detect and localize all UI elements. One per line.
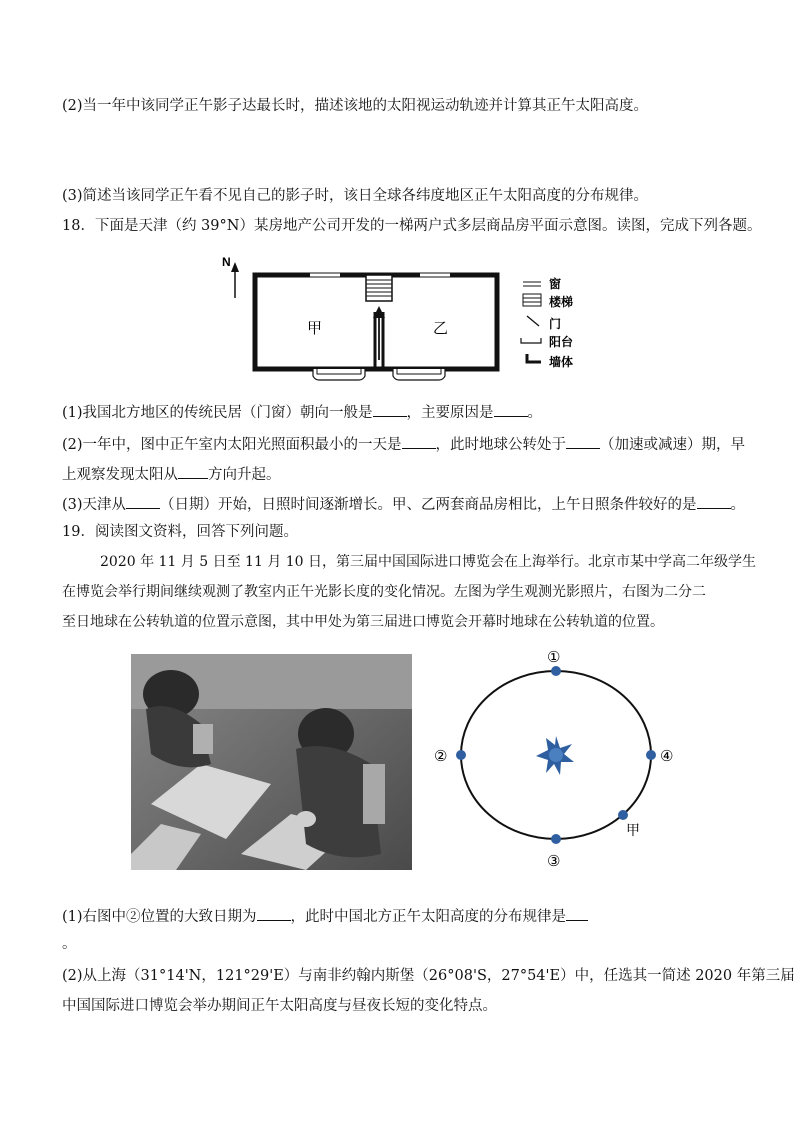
q19-para-line2: 在博览会举行期间继续观测了教室内正午光影长度的变化情况。左图为学生观测光影照片，右图为二分二 (62, 584, 706, 600)
wall-legend-icon (527, 354, 541, 362)
answer-blank[interactable] (402, 434, 436, 449)
answer-blank[interactable] (697, 494, 731, 509)
earth-position-1 (551, 666, 561, 676)
door-legend-icon (527, 316, 539, 326)
answer-blank[interactable] (566, 906, 588, 921)
orbit-diagram (428, 644, 698, 874)
q18-sub3: (3)天津从 （日期）开始，日照时间逐渐增长。甲、乙两套商品房相比，上午日照条件较好的是 。 (62, 494, 745, 515)
north-label: N (222, 255, 231, 269)
q19-para-line1: 2020 年 11 月 5 日至 11 月 10 日，第三届中国国际进口博览会在上海举行。北京市某中学高二年级学生 (100, 554, 757, 570)
floor-plan-figure (215, 250, 575, 390)
shadow-observation-photo (131, 654, 412, 870)
north-arrow-icon (231, 262, 239, 298)
q17-part3: (3)简述当该同学正午看不见自己的影子时，该日全球各纬度地区正午太阳高度的分布规律。 (62, 188, 649, 204)
q18-sub2-line2: 上观察发现太阳从 方向升起。 (62, 464, 281, 485)
orbit-label-2: ② (434, 747, 448, 765)
q19-sub1-line1: (1)右图中②位置的大致日期为 ，此时中国北方正午太阳高度的分布规律是 (62, 906, 588, 927)
room-yi-label: 乙 (433, 319, 449, 337)
orbit-label-jia: 甲 (626, 823, 640, 839)
sun-icon (536, 736, 574, 775)
balcony-right (393, 369, 445, 380)
earth-position-jia (618, 810, 628, 820)
q18-sub1: (1)我国北方地区的传统民居（门窗）朝向一般是 ，主要原因是 。 (62, 402, 542, 423)
window-legend-icon (523, 282, 541, 286)
q19-sub1-line2: 。 (62, 936, 77, 952)
earth-position-3 (551, 834, 561, 844)
q19-para-line3: 至日地球在公转轨道的位置示意图，其中甲处为第三届进口博览会开幕时地球在公转轨道的位置。 (62, 614, 664, 630)
answer-blank[interactable] (494, 402, 528, 417)
answer-blank[interactable] (178, 464, 208, 479)
balcony-legend-icon (521, 338, 541, 343)
q19-sub2-line1: (2)从上海（31°14'N，121°29'E）与南非约翰内斯堡（26°08'S，27°54'E）中，任选其一简述 2020 年第三届 (62, 968, 795, 984)
orbit-label-3: ③ (547, 852, 561, 870)
q18-sub2-line1: (2)一年中，图中正午室内太阳光照面积最小的一天是 ，此时地球公转处于 （加速或减速）期，早 (62, 434, 745, 455)
answer-blank[interactable] (126, 494, 160, 509)
q19-sub2-line2: 中国国际进口博览会举办期间正午太阳高度与昼夜长短的变化特点。 (62, 998, 497, 1014)
balcony-left (313, 369, 365, 380)
answer-blank[interactable] (257, 906, 291, 921)
earth-position-2 (456, 750, 466, 760)
stairs-icon (366, 275, 392, 301)
q19-stem: 19．阅读图文资料，回答下列问题。 (62, 524, 298, 540)
answer-blank[interactable] (566, 434, 600, 449)
legend-balcony: 阳台 (549, 335, 574, 349)
answer-blank[interactable] (373, 402, 407, 417)
legend-stairs: 楼梯 (549, 295, 574, 309)
orbit-label-1: ① (547, 648, 561, 666)
legend-window: 窗 (549, 277, 562, 291)
room-jia-label: 甲 (307, 319, 323, 337)
q18-stem: 18．下面是天津（约 39°N）某房地产公司开发的一梯两户式多层商品房平面示意图。读图，完成下列各题。 (62, 218, 762, 234)
legend-door: 门 (549, 317, 562, 331)
legend (521, 276, 573, 369)
legend-wall: 墙体 (549, 355, 574, 369)
stairs-legend-icon (523, 294, 541, 306)
orbit-label-4: ④ (660, 747, 674, 765)
earth-position-4 (646, 750, 656, 760)
q17-part2: (2)当一年中该同学正午影子达最长时，描述该地的太阳视运动轨迹并计算其正午太阳高度。 (62, 98, 649, 114)
